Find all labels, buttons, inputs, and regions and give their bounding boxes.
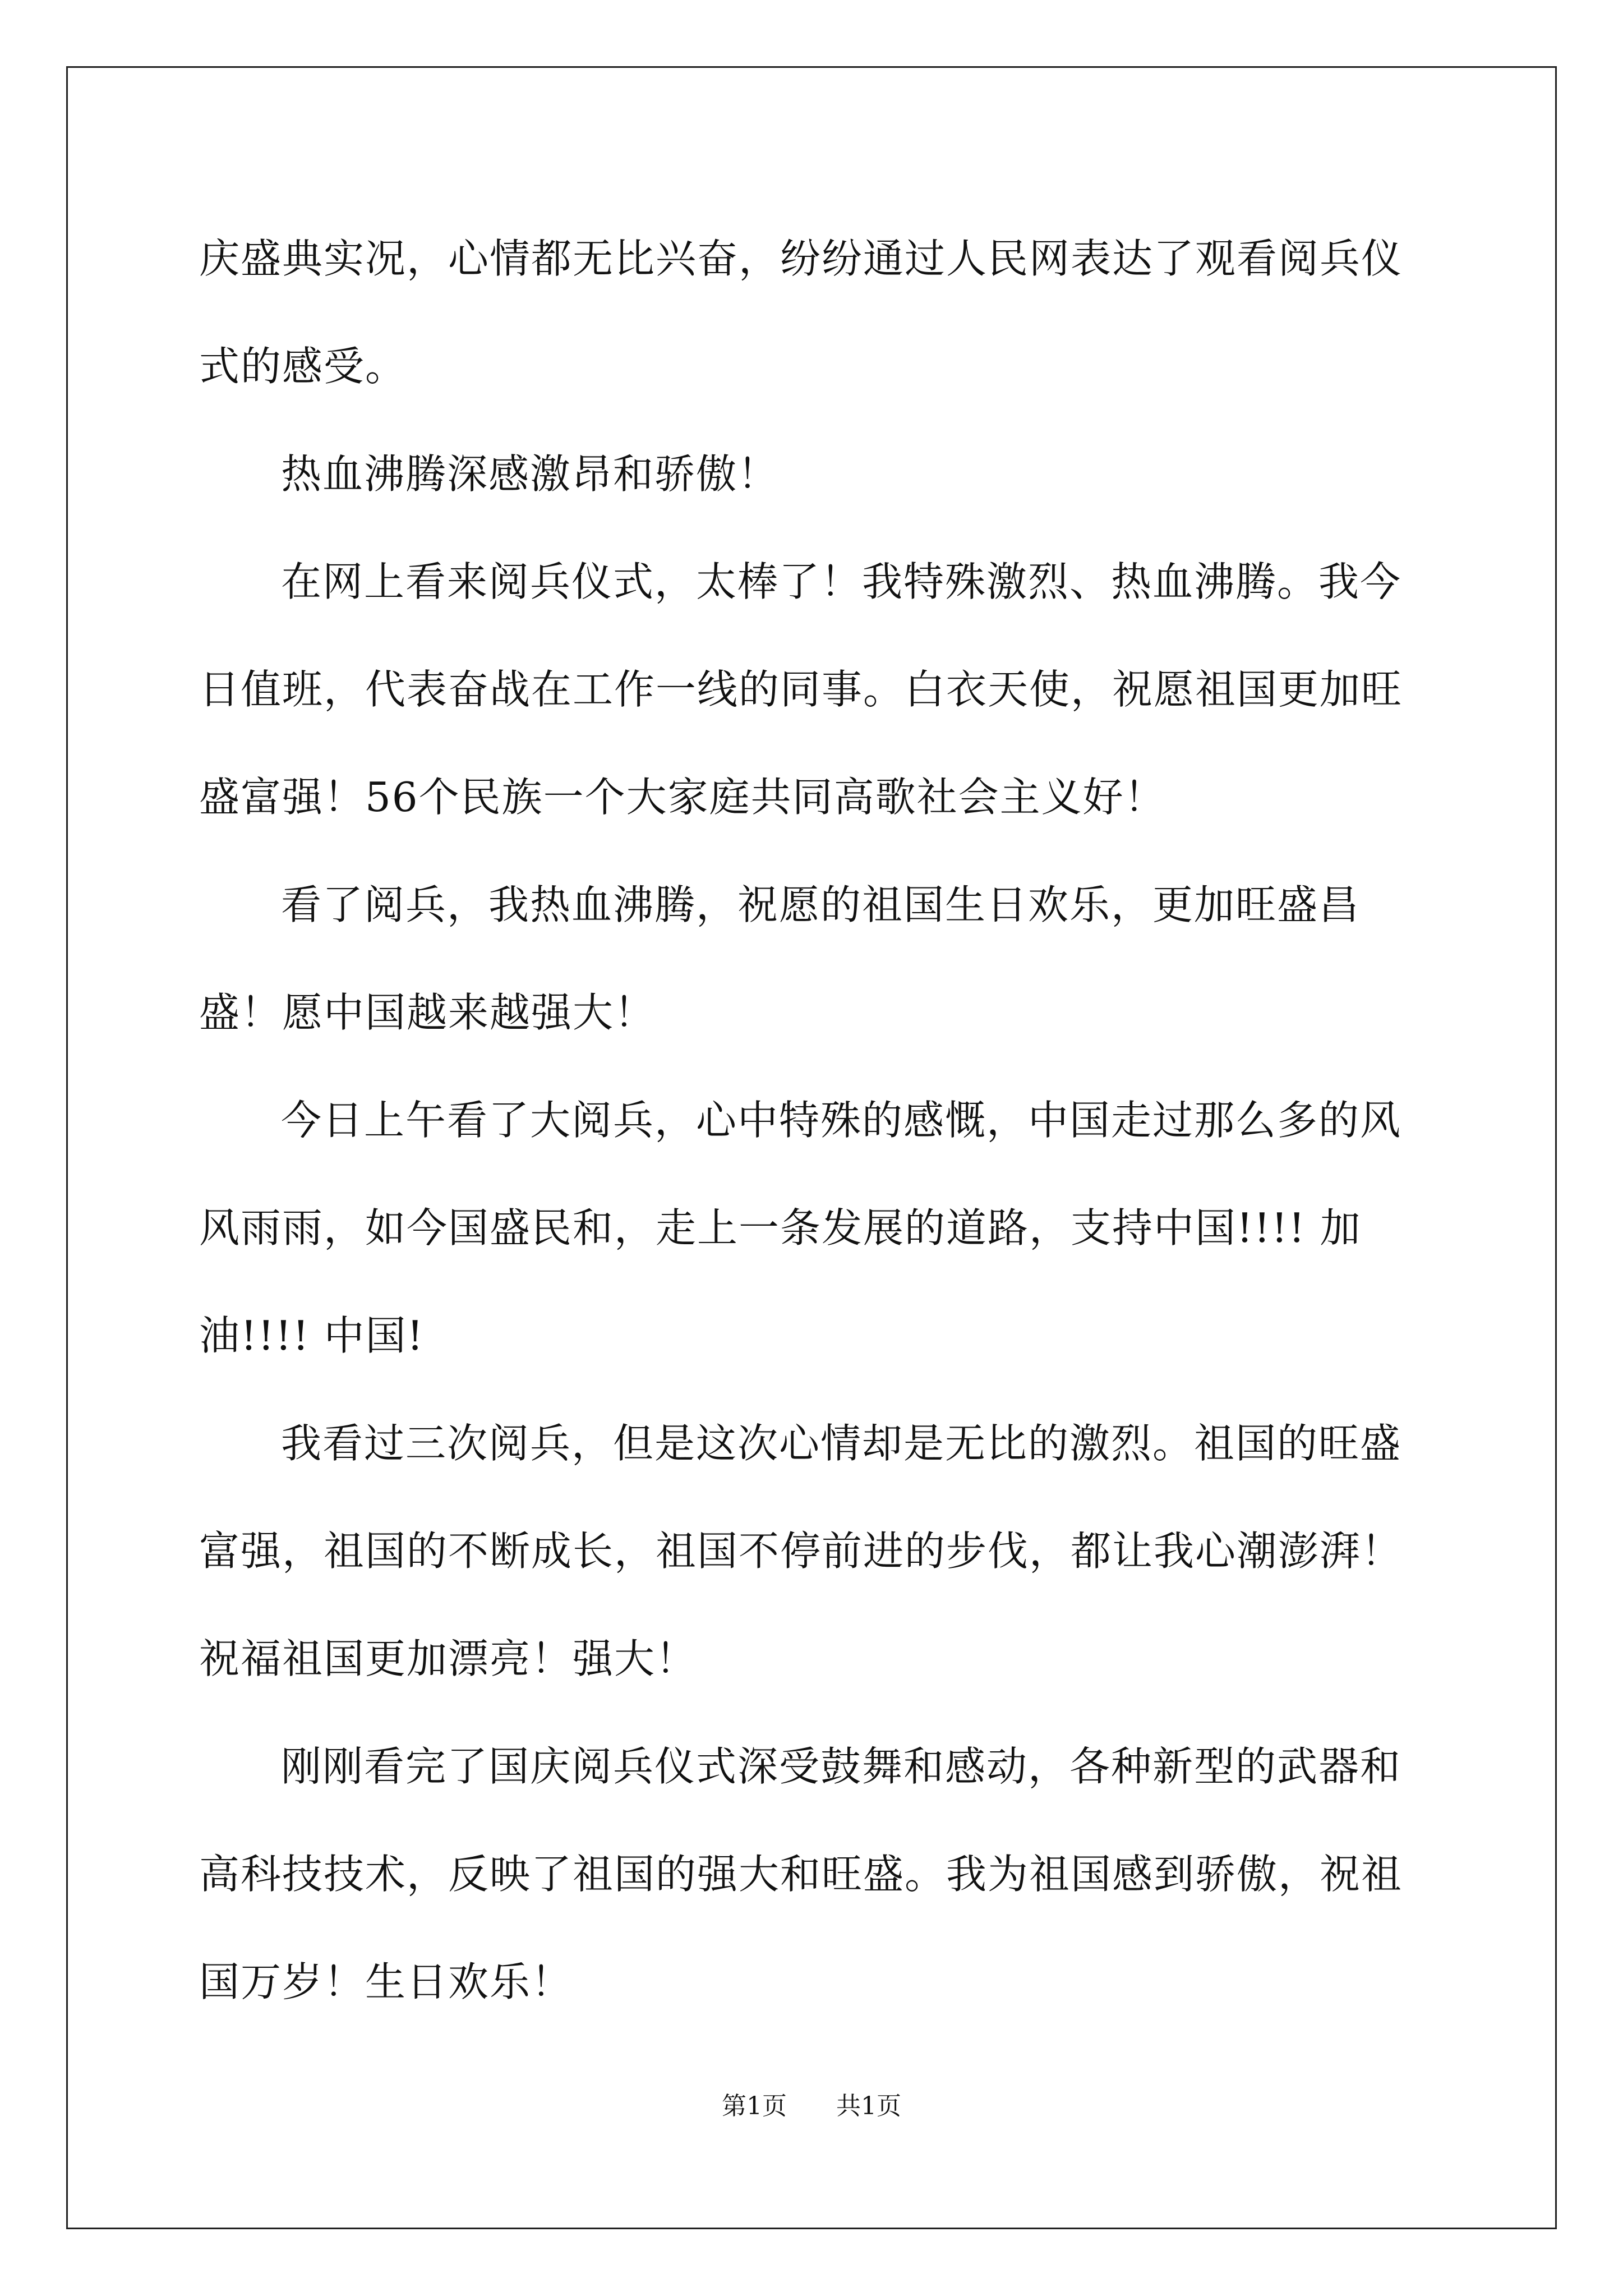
paragraph: 今日上午看了大阅兵，心中特殊的感慨，中国走过那么多的风风雨雨，如今国盛民和，走上一条发展的道路，支持中国!!!! 加油!!!! 中国! (199, 1097, 1402, 1359)
paragraph: 刚刚看完了国庆阅兵仪式深受鼓舞和感动，各种新型的武器和高科技技术，反映了祖国的强大和旺盛。我为祖国感到骄傲，祝祖国万岁！生日欢乐！ (199, 1743, 1403, 2005)
paragraph: 我看过三次阅兵，但是这次心情却是无比的激烈。祖国的旺盛富强，祖国的不断成长，祖国不停前进的步伐，都让我心潮澎湃！祝福祖国更加漂亮！强大！ (199, 1420, 1403, 1682)
page-number-current: 第1页 (722, 2092, 787, 2120)
page-footer (0, 2086, 1623, 2122)
paragraph: 庆盛典实况，心情都无比兴奋，纷纷通过人民网表达了观看阅兵仪式的感受。 (199, 235, 1403, 390)
page-number-total: 共1页 (836, 2092, 901, 2120)
paragraph: 在网上看来阅兵仪式，太棒了！我特殊激烈、热血沸腾。我今日值班，代表奋战在工作一线的同事。白衣天使，祝愿祖国更加旺盛富强！56个民族一个大家庭共同高歌社会主义好！ (199, 558, 1403, 821)
paragraph: 看了阅兵，我热血沸腾，祝愿的祖国生日欢乐，更加旺盛昌盛！愿中国越来越强大！ (199, 881, 1361, 1036)
document-body (199, 205, 1430, 2036)
paragraph: 热血沸腾深感激昂和骄傲！ (281, 450, 780, 498)
